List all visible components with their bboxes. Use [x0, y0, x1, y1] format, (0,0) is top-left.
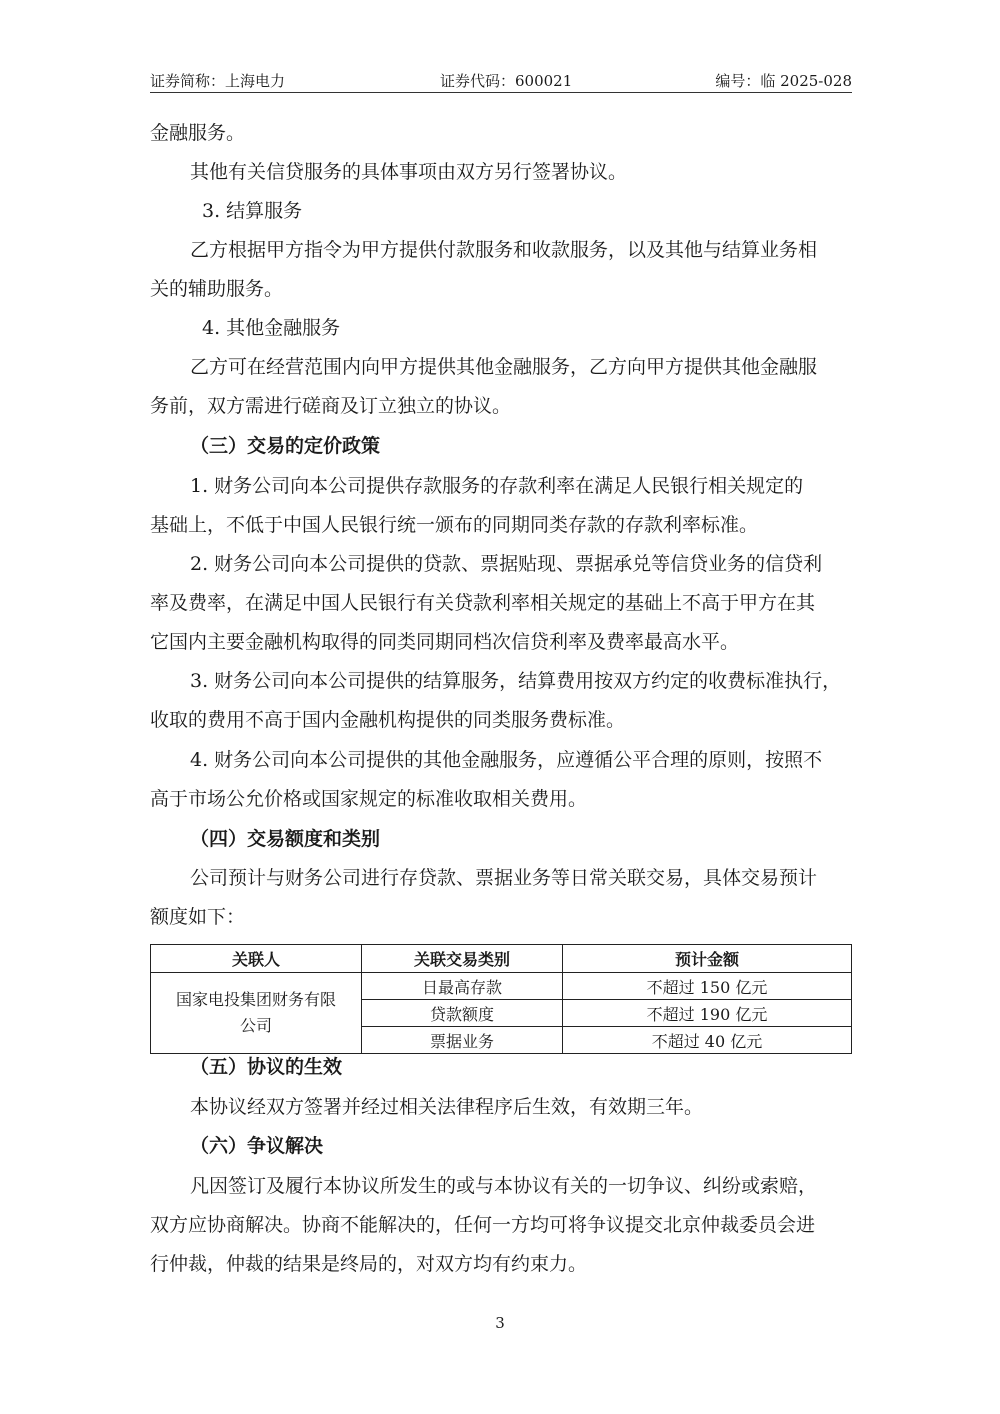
paragraph-line: 高于市场公允价格或国家规定的标准收取相关费用。 — [150, 788, 588, 810]
section-heading: 3. 结算服务 — [202, 200, 303, 222]
related-party-line: 公司 — [239, 1016, 272, 1035]
paragraph-line: 它国内主要金融机构取得的同类同期同档次信贷利率及费率最高水平。 — [150, 631, 740, 653]
related-party-line: 国家电投集团财务有限 — [175, 990, 336, 1009]
page-header — [150, 70, 852, 93]
section-heading: （六）争议解决 — [190, 1135, 324, 1157]
column-header: 关联交易类别 — [362, 945, 563, 973]
paragraph-line: 金融服务。 — [150, 122, 246, 144]
category-cell: 日最高存款 — [362, 973, 563, 1000]
category-cell: 贷款额度 — [362, 1000, 563, 1027]
paragraph-line: 双方应协商解决。协商不能解决的，任何一方均可将争议提交北京仲裁委员会进 — [150, 1214, 816, 1236]
category-cell: 票据业务 — [362, 1027, 563, 1054]
paragraph-line: 凡因签订及履行本协议所发生的或与本协议有关的一切争议、纠纷或索赔， — [190, 1175, 818, 1197]
paragraph-line: 关的辅助服务。 — [150, 278, 284, 300]
paragraph-line: 1. 财务公司向本公司提供存款服务的存款利率在满足人民银行相关规定的 — [190, 475, 804, 497]
paragraph-line: 收取的费用不高于国内金融机构提供的同类服务费标准。 — [150, 709, 626, 731]
amount-cell: 不超过 40 亿元 — [563, 1027, 852, 1054]
table-header-row — [151, 945, 852, 973]
section-heading: （三）交易的定价政策 — [190, 435, 381, 457]
header-security-code: 证券代码：600021 — [440, 72, 573, 90]
column-header: 关联人 — [151, 945, 362, 973]
section-heading: （四）交易额度和类别 — [190, 828, 381, 850]
paragraph-line: 率及费率，在满足中国人民银行有关贷款利率相关规定的基础上不高于甲方在其 — [150, 592, 816, 614]
paragraph-line: 3. 财务公司向本公司提供的结算服务，结算费用按双方约定的收费标准执行， — [190, 670, 842, 692]
column-header: 预计金额 — [563, 945, 852, 973]
paragraph-line: 2. 财务公司向本公司提供的贷款、票据贴现、票据承兑等信贷业务的信贷利 — [190, 553, 823, 575]
paragraph-line: 本协议经双方签署并经过相关法律程序后生效，有效期三年。 — [190, 1096, 704, 1118]
page-number: 3 — [495, 1314, 505, 1332]
amount-cell: 不超过 190 亿元 — [563, 1000, 852, 1027]
related-party-cell — [151, 973, 362, 1054]
paragraph-line: 公司预计与财务公司进行存贷款、票据业务等日常关联交易，具体交易预计 — [190, 867, 818, 889]
paragraph-line: 乙方可在经营范围内向甲方提供其他金融服务，乙方向甲方提供其他金融服 — [190, 356, 818, 378]
table-row — [151, 973, 852, 1000]
transaction-quota-table — [150, 944, 852, 1054]
header-doc-number: 编号：临 2025-028 — [715, 72, 852, 90]
paragraph-line: 额度如下： — [150, 906, 246, 928]
paragraph-line: 乙方根据甲方指令为甲方提供付款服务和收款服务，以及其他与结算业务相 — [190, 239, 818, 261]
paragraph-line: 行仲裁，仲裁的结果是终局的，对双方均有约束力。 — [150, 1253, 588, 1275]
paragraph-line: 务前，双方需进行磋商及订立独立的协议。 — [150, 395, 512, 417]
section-heading: 4. 其他金融服务 — [202, 317, 341, 339]
paragraph-line: 基础上，不低于中国人民银行统一颁布的同期同类存款的存款利率标准。 — [150, 514, 759, 536]
header-short-name: 证券简称：上海电力 — [150, 72, 286, 90]
paragraph-line: 4. 财务公司向本公司提供的其他金融服务，应遵循公平合理的原则，按照不 — [190, 749, 823, 771]
paragraph-line: 其他有关信贷服务的具体事项由双方另行签署协议。 — [190, 161, 628, 183]
section-heading: （五）协议的生效 — [190, 1056, 343, 1078]
amount-cell: 不超过 150 亿元 — [563, 973, 852, 1000]
